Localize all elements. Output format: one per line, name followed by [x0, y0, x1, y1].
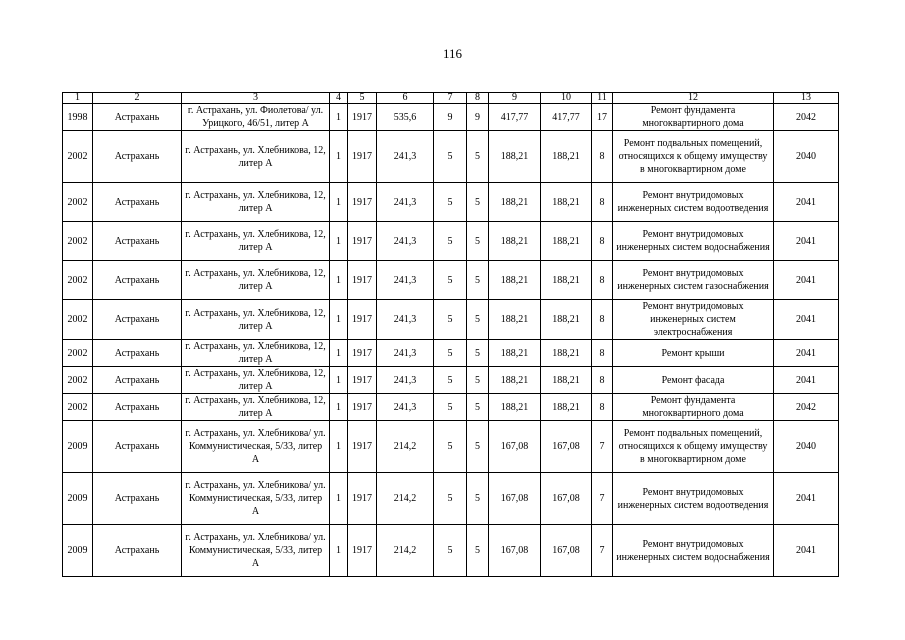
plan-year-cell: 2041 — [774, 222, 839, 261]
build-year-cell: 1917 — [348, 300, 377, 340]
col10-cell: 188,21 — [541, 131, 592, 183]
col8-cell: 5 — [467, 261, 489, 300]
build-year-cell: 1917 — [348, 340, 377, 367]
work-type-cell: Ремонт внутридомовых инженерных систем водоотведения — [613, 473, 774, 525]
work-type-cell: Ремонт подвальных помещений, относящихся к общему имуществу в многоквартирном доме — [613, 131, 774, 183]
address-cell: г. Астрахань, ул. Хлебникова, 12, литер А — [182, 340, 330, 367]
work-type-cell: Ремонт внутридомовых инженерных систем электроснабжения — [613, 300, 774, 340]
residents-cell: 8 — [592, 340, 613, 367]
year-cell: 2009 — [63, 525, 93, 577]
col8-cell: 5 — [467, 367, 489, 394]
area-cell: 241,3 — [377, 394, 434, 421]
col4-cell: 1 — [330, 525, 348, 577]
year-cell: 2002 — [63, 394, 93, 421]
col8-cell: 5 — [467, 525, 489, 577]
year-cell: 2002 — [63, 183, 93, 222]
col7-cell: 5 — [434, 473, 467, 525]
col8-cell: 5 — [467, 300, 489, 340]
area-cell: 241,3 — [377, 183, 434, 222]
residents-cell: 8 — [592, 183, 613, 222]
work-type-cell: Ремонт подвальных помещений, относящихся к общему имуществу в многоквартирном доме — [613, 421, 774, 473]
column-header: 10 — [541, 93, 592, 104]
year-cell: 1998 — [63, 104, 93, 131]
table-row — [63, 394, 839, 421]
city-cell: Астрахань — [93, 340, 182, 367]
col4-cell: 1 — [330, 473, 348, 525]
year-cell: 2009 — [63, 473, 93, 525]
address-cell: г. Астрахань, ул. Хлебникова, 12, литер А — [182, 300, 330, 340]
col7-cell: 9 — [434, 104, 467, 131]
residents-cell: 7 — [592, 525, 613, 577]
col8-cell: 5 — [467, 473, 489, 525]
col9-cell: 188,21 — [489, 300, 541, 340]
col9-cell: 167,08 — [489, 525, 541, 577]
col9-cell: 188,21 — [489, 340, 541, 367]
column-number-row — [63, 93, 839, 104]
plan-year-cell: 2041 — [774, 473, 839, 525]
year-cell: 2002 — [63, 261, 93, 300]
work-type-cell: Ремонт внутридомовых инженерных систем водоотведения — [613, 183, 774, 222]
col10-cell: 417,77 — [541, 104, 592, 131]
col8-cell: 5 — [467, 131, 489, 183]
area-cell: 241,3 — [377, 340, 434, 367]
table-row — [63, 131, 839, 183]
area-cell: 535,6 — [377, 104, 434, 131]
plan-year-cell: 2041 — [774, 261, 839, 300]
col7-cell: 5 — [434, 394, 467, 421]
city-cell: Астрахань — [93, 183, 182, 222]
city-cell: Астрахань — [93, 104, 182, 131]
table-row — [63, 525, 839, 577]
col10-cell: 188,21 — [541, 340, 592, 367]
col10-cell: 188,21 — [541, 300, 592, 340]
address-cell: г. Астрахань, ул. Хлебникова, 12, литер А — [182, 367, 330, 394]
table-row — [63, 261, 839, 300]
table-row — [63, 473, 839, 525]
col7-cell: 5 — [434, 421, 467, 473]
col9-cell: 188,21 — [489, 183, 541, 222]
column-header: 12 — [613, 93, 774, 104]
col9-cell: 167,08 — [489, 421, 541, 473]
residents-cell: 7 — [592, 473, 613, 525]
column-header: 5 — [348, 93, 377, 104]
area-cell: 214,2 — [377, 421, 434, 473]
column-header: 13 — [774, 93, 839, 104]
city-cell: Астрахань — [93, 367, 182, 394]
column-header: 8 — [467, 93, 489, 104]
build-year-cell: 1917 — [348, 394, 377, 421]
table-row — [63, 367, 839, 394]
build-year-cell: 1917 — [348, 473, 377, 525]
address-cell: г. Астрахань, ул. Хлебникова/ ул. Коммунистическая, 5/33, литер А — [182, 473, 330, 525]
city-cell: Астрахань — [93, 222, 182, 261]
build-year-cell: 1917 — [348, 367, 377, 394]
area-cell: 241,3 — [377, 131, 434, 183]
col7-cell: 5 — [434, 222, 467, 261]
residents-cell: 8 — [592, 367, 613, 394]
area-cell: 241,3 — [377, 367, 434, 394]
col4-cell: 1 — [330, 394, 348, 421]
address-cell: г. Астрахань, ул. Хлебникова, 12, литер А — [182, 183, 330, 222]
work-type-cell: Ремонт внутридомовых инженерных систем водоснабжения — [613, 222, 774, 261]
column-header: 9 — [489, 93, 541, 104]
col7-cell: 5 — [434, 131, 467, 183]
work-type-cell: Ремонт фундамента многоквартирного дома — [613, 104, 774, 131]
col9-cell: 188,21 — [489, 367, 541, 394]
plan-year-cell: 2041 — [774, 525, 839, 577]
table-row — [63, 421, 839, 473]
col7-cell: 5 — [434, 525, 467, 577]
plan-year-cell: 2040 — [774, 421, 839, 473]
address-cell: г. Астрахань, ул. Хлебникова/ ул. Коммунистическая, 5/33, литер А — [182, 525, 330, 577]
build-year-cell: 1917 — [348, 104, 377, 131]
year-cell: 2002 — [63, 367, 93, 394]
city-cell: Астрахань — [93, 421, 182, 473]
area-cell: 241,3 — [377, 261, 434, 300]
col8-cell: 9 — [467, 104, 489, 131]
residents-cell: 8 — [592, 261, 613, 300]
city-cell: Астрахань — [93, 131, 182, 183]
col9-cell: 188,21 — [489, 394, 541, 421]
work-type-cell: Ремонт фундамента многоквартирного дома — [613, 394, 774, 421]
col10-cell: 188,21 — [541, 367, 592, 394]
residents-cell: 17 — [592, 104, 613, 131]
table-row — [63, 104, 839, 131]
table-row — [63, 222, 839, 261]
col7-cell: 5 — [434, 261, 467, 300]
col10-cell: 188,21 — [541, 261, 592, 300]
col7-cell: 5 — [434, 183, 467, 222]
year-cell: 2002 — [63, 222, 93, 261]
col10-cell: 188,21 — [541, 183, 592, 222]
col8-cell: 5 — [467, 421, 489, 473]
table-row — [63, 300, 839, 340]
col10-cell: 167,08 — [541, 525, 592, 577]
column-header: 1 — [63, 93, 93, 104]
address-cell: г. Астрахань, ул. Фиолетова/ ул. Урицкого, 46/51, литер А — [182, 104, 330, 131]
city-cell: Астрахань — [93, 394, 182, 421]
plan-year-cell: 2042 — [774, 394, 839, 421]
col9-cell: 188,21 — [489, 131, 541, 183]
col10-cell: 188,21 — [541, 222, 592, 261]
col10-cell: 167,08 — [541, 421, 592, 473]
col10-cell: 188,21 — [541, 394, 592, 421]
col7-cell: 5 — [434, 300, 467, 340]
work-type-cell: Ремонт внутридомовых инженерных систем газоснабжения — [613, 261, 774, 300]
plan-year-cell: 2040 — [774, 131, 839, 183]
col4-cell: 1 — [330, 104, 348, 131]
address-cell: г. Астрахань, ул. Хлебникова, 12, литер А — [182, 261, 330, 300]
col4-cell: 1 — [330, 421, 348, 473]
address-cell: г. Астрахань, ул. Хлебникова, 12, литер А — [182, 394, 330, 421]
city-cell: Астрахань — [93, 525, 182, 577]
residents-cell: 8 — [592, 222, 613, 261]
plan-year-cell: 2041 — [774, 340, 839, 367]
residents-cell: 8 — [592, 300, 613, 340]
col8-cell: 5 — [467, 394, 489, 421]
table-row — [63, 340, 839, 367]
build-year-cell: 1917 — [348, 421, 377, 473]
column-header: 7 — [434, 93, 467, 104]
address-cell: г. Астрахань, ул. Хлебникова/ ул. Коммунистическая, 5/33, литер А — [182, 421, 330, 473]
col9-cell: 417,77 — [489, 104, 541, 131]
build-year-cell: 1917 — [348, 261, 377, 300]
area-cell: 241,3 — [377, 300, 434, 340]
year-cell: 2002 — [63, 300, 93, 340]
plan-year-cell: 2041 — [774, 183, 839, 222]
work-type-cell: Ремонт крыши — [613, 340, 774, 367]
plan-year-cell: 2042 — [774, 104, 839, 131]
plan-year-cell: 2041 — [774, 367, 839, 394]
col4-cell: 1 — [330, 131, 348, 183]
column-header: 6 — [377, 93, 434, 104]
col4-cell: 1 — [330, 261, 348, 300]
col4-cell: 1 — [330, 183, 348, 222]
col4-cell: 1 — [330, 340, 348, 367]
build-year-cell: 1917 — [348, 183, 377, 222]
col4-cell: 1 — [330, 367, 348, 394]
build-year-cell: 1917 — [348, 222, 377, 261]
address-cell: г. Астрахань, ул. Хлебникова, 12, литер А — [182, 131, 330, 183]
column-header: 11 — [592, 93, 613, 104]
col8-cell: 5 — [467, 222, 489, 261]
col9-cell: 188,21 — [489, 261, 541, 300]
area-cell: 214,2 — [377, 473, 434, 525]
residents-cell: 7 — [592, 421, 613, 473]
column-header: 3 — [182, 93, 330, 104]
col4-cell: 1 — [330, 300, 348, 340]
year-cell: 2002 — [63, 131, 93, 183]
page-number: 116 — [442, 46, 463, 61]
col7-cell: 5 — [434, 340, 467, 367]
col9-cell: 167,08 — [489, 473, 541, 525]
work-type-cell: Ремонт внутридомовых инженерных систем водоснабжения — [613, 525, 774, 577]
residents-cell: 8 — [592, 131, 613, 183]
city-cell: Астрахань — [93, 300, 182, 340]
city-cell: Астрахань — [93, 261, 182, 300]
column-header: 4 — [330, 93, 348, 104]
col7-cell: 5 — [434, 367, 467, 394]
area-cell: 214,2 — [377, 525, 434, 577]
col10-cell: 167,08 — [541, 473, 592, 525]
capital-repair-table — [62, 92, 839, 577]
build-year-cell: 1917 — [348, 131, 377, 183]
build-year-cell: 1917 — [348, 525, 377, 577]
column-header: 2 — [93, 93, 182, 104]
year-cell: 2002 — [63, 340, 93, 367]
col8-cell: 5 — [467, 340, 489, 367]
col4-cell: 1 — [330, 222, 348, 261]
work-type-cell: Ремонт фасада — [613, 367, 774, 394]
address-cell: г. Астрахань, ул. Хлебникова, 12, литер А — [182, 222, 330, 261]
area-cell: 241,3 — [377, 222, 434, 261]
table-body — [63, 104, 839, 577]
plan-year-cell: 2041 — [774, 300, 839, 340]
year-cell: 2009 — [63, 421, 93, 473]
col9-cell: 188,21 — [489, 222, 541, 261]
col8-cell: 5 — [467, 183, 489, 222]
city-cell: Астрахань — [93, 473, 182, 525]
residents-cell: 8 — [592, 394, 613, 421]
table-row — [63, 183, 839, 222]
